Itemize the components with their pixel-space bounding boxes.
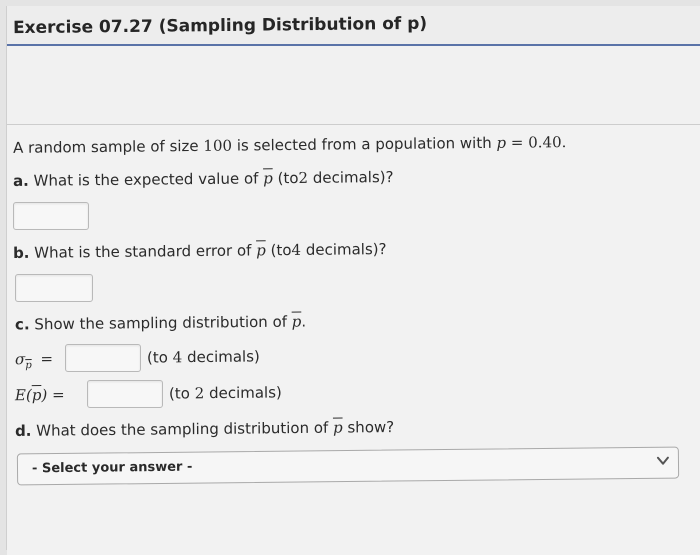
- hint-open: (to: [168, 384, 191, 403]
- e-close: ): [41, 385, 48, 404]
- hint-close: decimals): [186, 347, 260, 367]
- p-bar-symbol: $\overline{p}$: [332, 418, 343, 437]
- intro-mid: is selected from a population with: [236, 133, 492, 155]
- hint-open: (to: [277, 169, 299, 188]
- expectation-row: [15, 386, 65, 405]
- sigma-symbol: σ: [14, 350, 26, 369]
- hint-open: (to: [146, 348, 169, 367]
- p-bar-symbol: $\overline{p}$: [31, 385, 42, 405]
- page-title: Exercise 07.27 (Sampling Distribution of p): [12, 13, 428, 39]
- e-label: E(: [14, 386, 32, 405]
- part-c-text: Show the sampling distribution of: [34, 312, 288, 334]
- e-equals: =: [51, 385, 65, 404]
- standard-error-input[interactable]: [15, 274, 93, 302]
- hint-open: (to: [270, 241, 292, 260]
- part-a-text: What is the expected value of: [33, 169, 259, 190]
- question-c: [15, 312, 306, 333]
- equals-sign: =: [510, 133, 524, 152]
- hint-close: decimals)?: [305, 240, 387, 259]
- part-d-end: show?: [347, 418, 395, 437]
- part-a-letter: a.: [12, 171, 29, 190]
- expectation-hint: [169, 383, 282, 402]
- exercise-panel: [6, 6, 700, 550]
- p-value: 0.40.: [528, 133, 567, 152]
- part-d-text: What does the sampling distribution of: [36, 418, 329, 440]
- exercise-header: [7, 6, 700, 46]
- part-b-letter: b.: [12, 243, 30, 262]
- period: .: [301, 312, 307, 331]
- decimals-count: 4: [172, 348, 183, 367]
- hint-close: decimals)?: [312, 168, 394, 187]
- part-c-letter: c.: [14, 315, 30, 334]
- part-b-text: What is the standard error of: [34, 241, 252, 262]
- expected-value-input[interactable]: [13, 202, 89, 230]
- p-bar-symbol: $\overline{p}$: [263, 169, 273, 188]
- p-bar-symbol: $\overline{p}$: [291, 312, 302, 331]
- sample-size: 100: [203, 136, 233, 155]
- sigma-hint: [147, 347, 260, 366]
- sigma-subscript: p: [25, 360, 32, 372]
- hint-close: decimals): [208, 383, 282, 403]
- sigma-input[interactable]: [65, 344, 141, 372]
- select-placeholder: - Select your answer -: [31, 459, 193, 477]
- p-symbol: p: [496, 133, 507, 152]
- expectation-input[interactable]: [87, 380, 163, 408]
- sigma-equals: =: [40, 349, 54, 368]
- decimals-count: 2: [194, 384, 205, 403]
- sigma-row: [15, 350, 53, 371]
- decimals-count: 4: [291, 240, 302, 260]
- p-bar-symbol: $\overline{p}$: [256, 241, 266, 260]
- intro-text: A random sample of size: [12, 136, 199, 157]
- part-d-letter: d.: [14, 421, 32, 440]
- chevron-down-icon: [656, 454, 670, 468]
- decimals-count: 2: [298, 168, 309, 188]
